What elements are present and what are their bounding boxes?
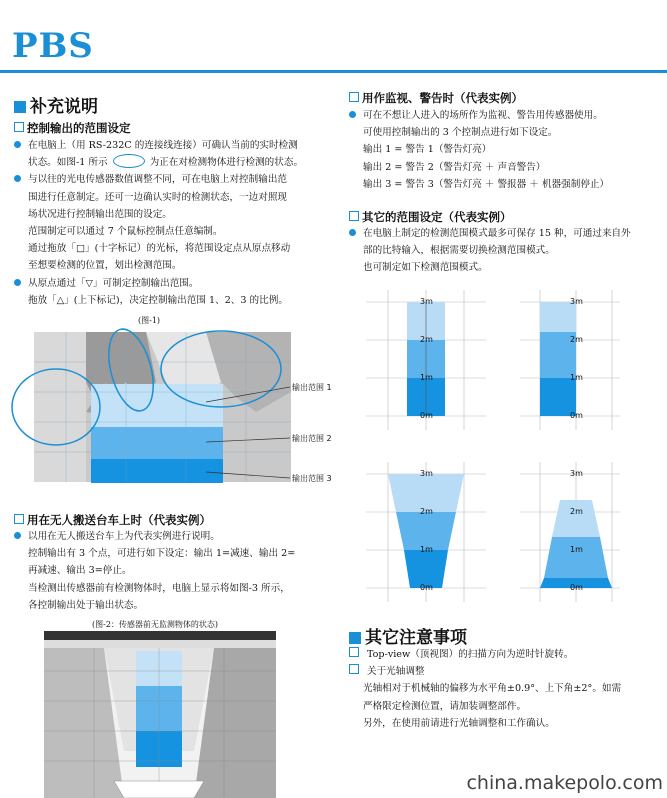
agv-heading (14, 512, 211, 528)
fig1-image (6, 322, 340, 494)
text-line: 各控制输出处于输出状态。 (28, 599, 144, 611)
other-range-heading-text: 其它的范围设定（代表实例） (362, 210, 512, 224)
axis-label: 1m (570, 545, 583, 554)
text-line: 场状况进行控制输出范围的设定。 (28, 208, 172, 220)
agv-text-block (14, 528, 295, 614)
text-line: 在电脑上制定的检测范围模式最多可保存 15 种，可通过来自外 (363, 228, 631, 239)
supp-heading-text: 补充说明 (30, 97, 98, 117)
axis-label: 0m (570, 583, 583, 592)
axis-label: 2m (570, 507, 583, 516)
text-line: 以用在无人搬送台车上为代表实例进行说明。 (28, 531, 220, 542)
text-line: 关于光轴调整 (367, 666, 425, 678)
text-line: 输出 3 = 警告 3（警告灯亮 ＋ 警报器 ＋ 机器强制停止） (363, 178, 610, 190)
box-icon (349, 92, 359, 102)
out-range-2-label: 输出范围 2 (292, 434, 332, 443)
box-icon (14, 122, 24, 132)
text-line: 输出 1 = 警告 1（警告灯亮） (363, 144, 492, 156)
bullet-icon (349, 111, 356, 118)
axis-label: 2m (420, 335, 433, 344)
text-line: 当检测出传感器前有检测物体时，电脑上显示将如图-3 所示， (28, 582, 290, 594)
brand-logo: PBS (12, 26, 94, 66)
out-range-1-label: 输出范围 1 (292, 383, 332, 392)
range-diagram-c (366, 462, 486, 602)
text-line: 严格限定检测位置，请加装调整部件。 (363, 700, 527, 712)
notes-heading (349, 623, 467, 648)
text-line: 状态。如图-1 所示 (28, 157, 108, 169)
axis-label: 1m (420, 373, 433, 382)
text-line: 另外，在使用前请进行光轴调整和工作确认。 (363, 717, 555, 729)
checkbox-icon (349, 664, 359, 674)
notes-text-block (349, 646, 621, 732)
range-diagram-b (520, 290, 620, 430)
range-heading (14, 120, 131, 136)
text-line: 光轴相对于机械轴的偏移为水平角±0.9°、上下角±2°。如需 (363, 683, 622, 695)
bullet-icon (14, 279, 21, 286)
monitor-heading-text: 用作监视、警告时（代表实例） (362, 91, 523, 105)
axis-label: 0m (420, 411, 433, 420)
text-line: 可在不想让人进入的场所作为监视、警告用传感器使用。 (363, 110, 603, 121)
text-line: 范围制定可以通过 7 个鼠标控制点任意编制。 (28, 226, 223, 238)
range-heading-text: 控制输出的范围设定 (27, 121, 131, 135)
agv-heading-text: 用在无人搬送台车上时（代表实例） (27, 513, 211, 527)
monitor-heading (349, 90, 523, 106)
text-line: 从原点通过「▽」可制定控制输出范围。 (28, 277, 199, 289)
header-rule (0, 70, 667, 73)
bullet-icon (349, 229, 356, 236)
axis-label: 3m (570, 469, 583, 478)
fig1-caption: (图-1) (138, 316, 161, 325)
axis-label: 3m (420, 297, 433, 306)
left-text-block-1 (14, 137, 303, 309)
bullet-icon (14, 532, 21, 539)
square-icon (349, 632, 361, 644)
bullet-icon (14, 175, 21, 182)
text-line: 可使用控制输出的 3 个控制点进行如下设定。 (363, 127, 558, 139)
text-line: 拖放「△」(上下标记)，决定控制输出范围 1、2、3 的比例。 (28, 294, 288, 306)
monitor-text-block (349, 107, 609, 193)
bullet-icon (14, 141, 21, 148)
out-range-3-label: 输出范围 3 (292, 474, 332, 483)
text-line: Top-view（顶视图）的扫描方向为逆时针旋转。 (367, 649, 574, 660)
range-diagram-a (366, 290, 486, 430)
text-line: 与以往的光电传感器数值调整不同，可在电脑上对控制输出范 (28, 174, 288, 186)
text-line: 输出 2 = 警告 2（警告灯亮 ＋ 声音警告） (363, 161, 546, 173)
text-line: 控制输出有 3 个点，可进行如下设定：输出 1=减速、输出 2= (28, 548, 296, 560)
supp-heading (14, 92, 98, 117)
text-line: 围进行任意制定。还可一边确认实时的检测状态，一边对照现 (28, 191, 288, 203)
range-diagram-d (520, 462, 620, 602)
text-line: 至想要检测的位置，划出检测范围。 (28, 260, 182, 272)
text-line: 部的比特输入，根据需要切换检测范围模式。 (363, 245, 555, 257)
text-line: 再减速、输出 3=停止。 (28, 565, 132, 577)
ellipse-icon (113, 154, 145, 168)
fig2-caption: (图-2：传感器前无监测物体的状态) (92, 620, 219, 629)
other-range-text-block (349, 225, 631, 277)
axis-label: 3m (570, 297, 583, 306)
axis-label: 2m (420, 507, 433, 516)
axis-label: 1m (570, 373, 583, 382)
checkbox-icon (349, 647, 359, 657)
axis-label: 0m (570, 411, 583, 420)
text-line: 在电脑上（用 RS-232C 的连接线连接）可确认当前的实时检测 (28, 140, 298, 151)
square-icon (14, 101, 26, 113)
axis-label: 1m (420, 545, 433, 554)
watermark: china.makepolo.com (466, 772, 663, 794)
text-line: 也可制定如下检测范围模式。 (363, 262, 488, 274)
axis-label: 2m (570, 335, 583, 344)
text-line: 通过拖放「□」(十字标记）的光标，将范围设定点从原点移动 (28, 243, 291, 255)
notes-heading-text: 其它注意事项 (365, 628, 467, 648)
axis-label: 0m (420, 583, 433, 592)
fig2-image (44, 631, 276, 798)
text-line: 为正在对检测物体进行检测的状态。 (149, 157, 304, 169)
box-icon (14, 514, 24, 524)
other-range-heading (349, 209, 512, 225)
axis-label: 3m (420, 469, 433, 478)
box-icon (349, 211, 359, 221)
